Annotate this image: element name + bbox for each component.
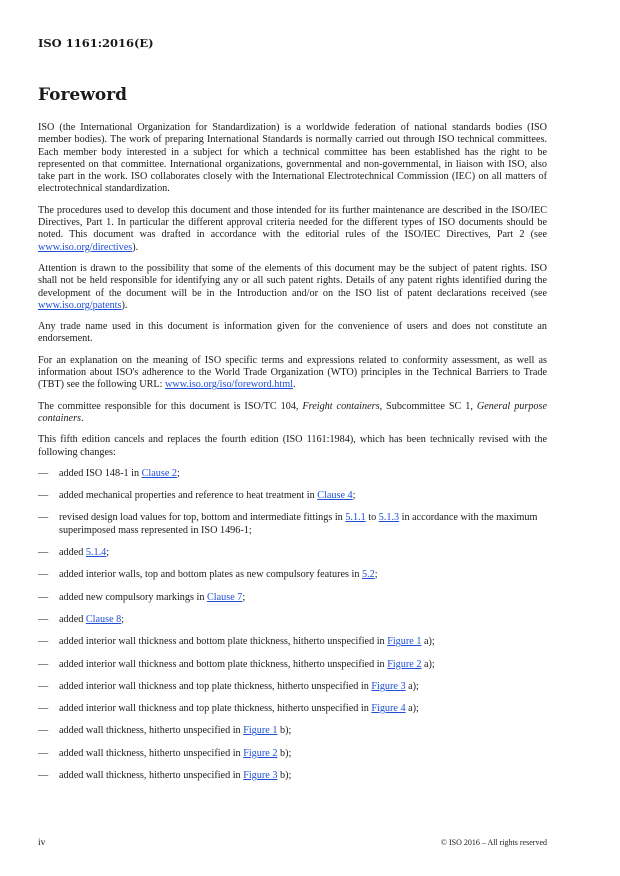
patents-link[interactable]: www.iso.org/patents — [38, 299, 122, 311]
list-item: — added mechanical properties and reference to heat treatment in Clause 4; — [38, 490, 356, 502]
figure-link[interactable]: Figure 2 — [387, 658, 422, 670]
paragraph-conformity: For an explanation on the meaning of ISO specific terms and expressions related to conformity assessment, as well as information about ISO's adherence to the World Trade Organization (WTO) principles in the Technical Barriers to Trade (TBT) see the following URL: www.iso.org/iso/foreword.html. — [38, 354, 547, 391]
changes-list — [38, 468, 547, 782]
page-number: iv — [38, 838, 46, 848]
list-item: — added interior wall thickness and bottom plate thickness, hitherto unspecified in Figure 2 a); — [38, 658, 435, 670]
copyright-notice: © ISO 2016 – All rights reserved — [440, 838, 547, 847]
list-item: — added wall thickness, hitherto unspecified in Figure 3 b); — [38, 769, 292, 781]
figure-link[interactable]: Figure 3 — [243, 769, 278, 781]
list-item: — added interior wall thickness and top plate thickness, hitherto unspecified in Figure 4 a); — [38, 703, 419, 715]
list-item: — added Clause 8; — [38, 613, 125, 625]
foreword-body — [38, 122, 547, 792]
clause-link[interactable]: Clause 7 — [206, 591, 243, 603]
figure-link[interactable]: Figure 1 — [243, 725, 278, 737]
list-item: — added wall thickness, hitherto unspecified in Figure 1 b); — [38, 725, 292, 737]
clause-link[interactable]: 5.2 — [362, 569, 375, 581]
page-title: Foreword — [38, 85, 128, 105]
figure-link[interactable]: Figure 2 — [243, 747, 278, 759]
paragraph-iso-intro: ISO (the International Organization for Standardization) is a worldwide federation of national standards bodies (ISO member bodies). The work of preparing International Standards is normally carried out through ISO technical committees. Each member body interested in a subject for which a technical committee has been established has the right to be represented on that committee. International organizations, governmental and non-governmental, in liaison with ISO, also take part in the work. ISO collaborates closely with the International Electrotechnical Commission (IEC) on all matters of electrotechnical standardization. — [38, 122, 547, 195]
clause-link[interactable]: 5.1.1 — [345, 512, 366, 524]
clause-link[interactable]: Clause 8 — [85, 613, 122, 625]
list-item: — added ISO 148-1 in Clause 2; — [38, 467, 180, 479]
list-item: — added interior walls, top and bottom plates as new compulsory features in 5.2; — [38, 569, 378, 581]
directives-link[interactable]: www.iso.org/directives — [38, 241, 133, 253]
clause-link[interactable]: 5.1.4 — [85, 547, 107, 559]
figure-link[interactable]: Figure 1 — [387, 636, 422, 648]
list-item: — revised design load values for top, bottom and intermediate fittings in 5.1.1 to 5.1.3 in accordance with the maximum superimposed mass represented in ISO 1496-1; — [38, 512, 538, 536]
document-id-header: ISO 1161:2016(E) — [38, 36, 154, 50]
paragraph-procedures: The procedures used to develop this document and those intended for its further maintenance are described in the ISO/IEC Directives, Part 1. In particular the different approval criteria needed for the different types of ISO documents should be noted. This document was drafted in accordance with the editorial rules of the ISO/IEC Directives, Part 2 (see www.iso.org/directives). — [38, 204, 547, 253]
figure-link[interactable]: Figure 3 — [371, 680, 406, 692]
list-item: — added interior wall thickness and top plate thickness, hitherto unspecified in Figure 3 a); — [38, 680, 419, 692]
paragraph-patents: Attention is drawn to the possibility that some of the elements of this document may be the subject of patent rights. ISO shall not be held responsible for identifying any or all such patent rights. Details of any patent rights identified during the development of the document will be in the Introduction and/or on the ISO list of patent declarations received (see www.iso.org/patents). — [38, 262, 547, 311]
paragraph-trade-name: Any trade name used in this document is information given for the convenience of users and does not constitute an endorsement. — [38, 321, 547, 345]
list-item: — added new compulsory markings in Clause 7; — [38, 591, 246, 603]
paragraph-committee: The committee responsible for this document is ISO/TC 104, Freight containers, Subcommittee SC 1, General purpose containers. — [38, 400, 548, 424]
list-item: — added interior wall thickness and bottom plate thickness, hitherto unspecified in Figure 1 a); — [38, 636, 435, 648]
clause-link[interactable]: Clause 4 — [317, 490, 353, 502]
list-item: — added 5.1.4; — [38, 547, 110, 559]
paragraph-edition: This fifth edition cancels and replaces the fourth edition (ISO 1161:1984), which has been technically revised with the following changes: — [38, 434, 547, 458]
list-item: — added wall thickness, hitherto unspecified in Figure 2 b); — [38, 747, 292, 759]
figure-link[interactable]: Figure 4 — [371, 703, 406, 715]
clause-link[interactable]: 5.1.3 — [378, 512, 400, 524]
clause-link[interactable]: Clause 2 — [141, 467, 177, 479]
foreword-link[interactable]: www.iso.org/iso/foreword.html — [165, 379, 293, 391]
